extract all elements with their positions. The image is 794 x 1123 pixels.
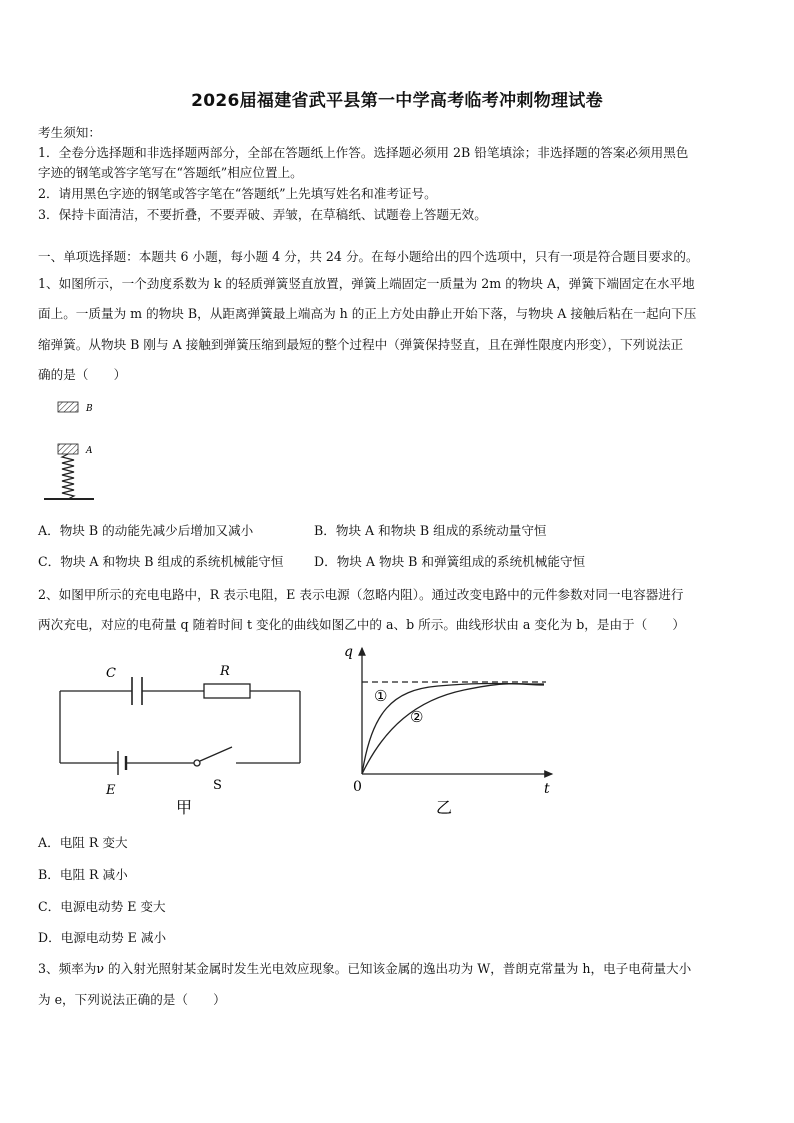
q1-stem-line: 1、如图所示，一个劲度系数为 k 的轻质弹簧竖直放置，弹簧上端固定一质量为 2m 的物块 A，弹簧下端固定在水平地 (38, 276, 695, 291)
origin-label: 0 (353, 779, 362, 795)
resistor (204, 684, 250, 698)
notice-item: 3．保持卡面清洁，不要折叠，不要弄破、弄皱，在草稿纸、试题卷上答题无效。 (38, 207, 487, 222)
curve-2 (362, 684, 544, 774)
switch-label: S (213, 778, 222, 793)
switch-blade (200, 747, 232, 761)
curve-2-label: ② (410, 708, 424, 726)
q1-stem-line: 确的是（ ） (38, 367, 127, 382)
q2-option-c[interactable]: C．电源电动势 E 变大 (38, 899, 166, 914)
q2-stem-line: 两次充电，对应的电荷量 q 随着时间 t 变化的曲线如图乙中的 a、b 所示。曲线形状由 a 变化为 b，是由于（ ） (38, 617, 686, 632)
notice-item: 1．全卷分选择题和非选择题两部分，全部在答题纸上作答。选择题必须用 2B 铅笔填涂；非选择题的答案必须用黑色 (38, 145, 689, 160)
notice-item: 2．请用黑色字迹的钢笔或答字笔在“答题纸”上先填写姓名和准考证号。 (38, 186, 437, 201)
q2-option-b[interactable]: B．电阻 R 减小 (38, 867, 128, 882)
q1-option-d[interactable]: D．物块 A 物块 B 和弹簧组成的系统机械能守恒 (314, 554, 586, 569)
switch-pivot (194, 760, 200, 766)
capacitor-label: C (106, 666, 116, 681)
q1-stem-line: 面上。一质量为 m 的物块 B，从距离弹簧最上端高为 h 的正上方处由静止开始下落，与物块 A 接触后粘在一起向下压 (38, 306, 697, 321)
block-a-label: A (86, 446, 93, 456)
circuit-caption: 甲 (176, 798, 193, 817)
q2-stem-line: 2、如图甲所示的充电电路中，R 表示电阻，E 表示电源（忽略内阻）。通过改变电路中的元件参数对同一电容器进行 (38, 587, 684, 602)
curve-1 (362, 684, 544, 775)
q2-graph-figure (338, 640, 560, 820)
block-b (58, 402, 78, 412)
page-title: 2026届福建省武平县第一中学高考临考冲刺物理试卷 (191, 91, 603, 111)
q2-option-a[interactable]: A．电阻 R 变大 (38, 835, 128, 850)
q1-option-b[interactable]: B．物块 A 和物块 B 组成的系统动量守恒 (314, 523, 547, 538)
q3-stem-line: 3、频率为ν 的入射光照射某金属时发生光电效应现象。已知该金属的逸出功为 W，普朗克常量为 h，电子电荷量大小 (38, 961, 692, 976)
q1-spring-figure (40, 396, 100, 506)
section-heading: 一、单项选择题：本题共 6 小题，每小题 4 分，共 24 分。在每小题给出的四个选项中，只有一项是符合题目要求的。 (38, 249, 699, 264)
q2-circuit-figure (50, 655, 320, 825)
resistor-label: R (220, 664, 230, 679)
notice-item: 字迹的钢笔或答字笔写在“答题纸”相应位置上。 (38, 165, 303, 180)
block-a (58, 444, 78, 454)
q1-option-c[interactable]: C．物块 A 和物块 B 组成的系统机械能守恒 (38, 554, 284, 569)
notice-heading: 考生须知： (38, 125, 101, 140)
q1-stem-line: 缩弹簧。从物块 B 刚与 A 接触到弹簧压缩到最短的整个过程中（弹簧保持竖直，且在弹性限度内形变），下列说法正 (38, 337, 684, 352)
q2-option-d[interactable]: D．电源电动势 E 减小 (38, 930, 167, 945)
curve-1-label: ① (374, 687, 388, 705)
block-b-label: B (86, 404, 93, 414)
battery-label: E (106, 783, 116, 798)
q1-option-a[interactable]: A．物块 B 的动能先减少后增加又减小 (38, 523, 254, 538)
graph-caption: 乙 (436, 798, 453, 817)
y-axis-label: q (344, 644, 353, 660)
q3-stem-line: 为 e，下列说法正确的是（ ） (38, 992, 226, 1007)
x-axis-label: t (544, 781, 550, 797)
spring (62, 454, 74, 499)
